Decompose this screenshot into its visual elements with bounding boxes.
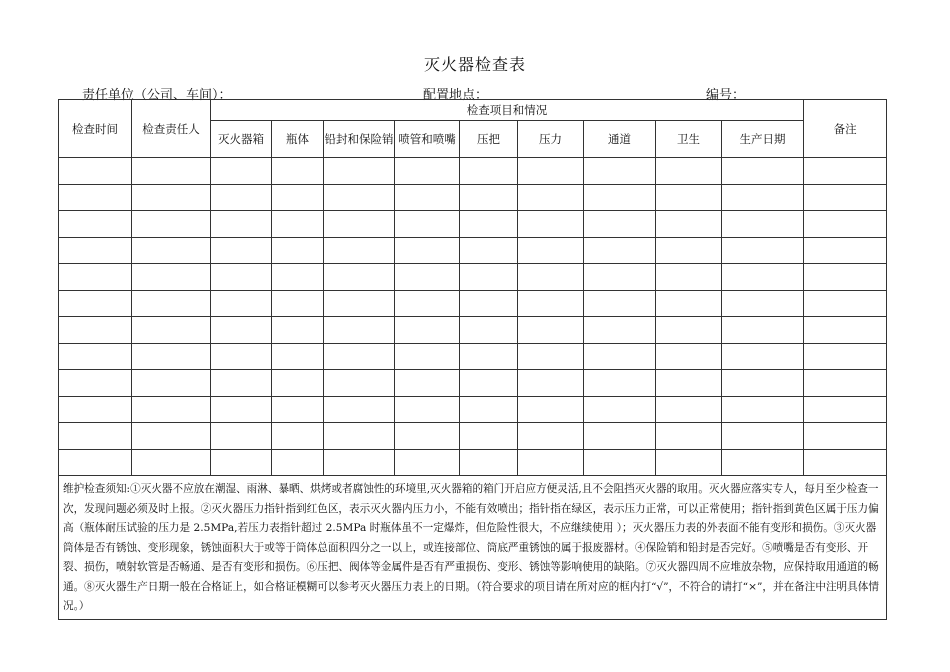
table-cell[interactable] [272, 317, 324, 344]
table-cell[interactable] [804, 423, 887, 450]
table-cell[interactable] [804, 264, 887, 291]
table-cell[interactable] [584, 264, 656, 291]
table-row [59, 423, 887, 450]
table-cell[interactable] [395, 184, 460, 211]
table-cell[interactable] [804, 343, 887, 370]
table-cell[interactable] [722, 211, 804, 238]
table-cell[interactable] [722, 184, 804, 211]
table-cell[interactable] [722, 264, 804, 291]
table-cell[interactable] [518, 237, 584, 264]
table-cell[interactable] [804, 370, 887, 397]
table-cell[interactable] [272, 264, 324, 291]
table-cell[interactable] [656, 343, 722, 370]
table-cell[interactable] [272, 184, 324, 211]
table-cell[interactable] [59, 211, 132, 238]
table-row [59, 184, 887, 211]
table-cell[interactable] [460, 317, 518, 344]
table-cell[interactable] [460, 158, 518, 185]
table-cell[interactable] [395, 370, 460, 397]
table-cell[interactable] [132, 184, 211, 211]
table-cell[interactable] [211, 237, 272, 264]
table-cell[interactable] [460, 370, 518, 397]
table-cell[interactable] [211, 184, 272, 211]
table-cell[interactable] [518, 449, 584, 476]
table-cell[interactable] [272, 449, 324, 476]
table-cell[interactable] [59, 449, 132, 476]
table-cell[interactable] [324, 317, 395, 344]
maintenance-notes: 维护检查须知:①灭火器不应放在潮湿、雨淋、暴晒、烘烤或者腐蚀性的环境里,灭火器箱的箱门开启应方便灵活,且不会阻挡灭火器的取用。灭火器应落实专人，每月至少检查一次，发现问题必须及时上报。②灭火器压力指针指到红色区，表示灭火器内压力小，不能有效喷出；指针指在绿区，表示压力正常，可以正常使用；指针指到黄色区属于压力偏高（瓶体耐压试验的压力是 2.5MPa,若压力表指针超过 2.5MPa 时瓶体虽不一定爆炸，但危险性很大，不应继续使用 ）；灭火器压力表的外表面不能有变形和损伤。③灭火器筒体是否有锈蚀、变形现象，锈蚀面积大于或等于筒体总面积四分之一以上，或连接部位、筒底严重锈蚀的属于报废器材。④保险销和铅封是否完好。⑤喷嘴是否有变形、开裂、损伤，喷射软管是否畅通、是否有变形和损伤。⑥压把、阀体等金属件是否有严重损伤、变形、锈蚀等影响使用的缺陷。⑦灭火器四周不应堆放杂物，应保持取用通道的畅通。⑧灭火器生产日期一般在合格证上，如合格证模糊可以参考灭火器压力表上的日期。（符合要求的项目请在所对应的框内打“√”，不符合的请打“×”，并在备注中注明具体情况。） [59, 476, 887, 620]
table-row [59, 211, 887, 238]
table-cell[interactable] [656, 264, 722, 291]
table-cell[interactable] [804, 184, 887, 211]
table-row [59, 396, 887, 423]
table-cell[interactable] [59, 237, 132, 264]
table-cell[interactable] [324, 184, 395, 211]
table-cell[interactable] [460, 449, 518, 476]
table-cell[interactable] [584, 184, 656, 211]
table-cell[interactable] [460, 290, 518, 317]
table-cell[interactable] [804, 158, 887, 185]
table-cell[interactable] [211, 343, 272, 370]
header-extinguisher-box: 灭火器箱 [211, 121, 272, 158]
responsible-unit-label: 责任单位（公司、车间）： [82, 88, 232, 103]
table-cell[interactable] [804, 211, 887, 238]
table-cell[interactable] [722, 290, 804, 317]
table-cell[interactable] [211, 264, 272, 291]
table-row [59, 237, 887, 264]
table-cell[interactable] [804, 290, 887, 317]
table-cell[interactable] [584, 211, 656, 238]
table-cell[interactable] [460, 184, 518, 211]
table-cell[interactable] [656, 370, 722, 397]
table-cell[interactable] [656, 396, 722, 423]
table-cell[interactable] [59, 343, 132, 370]
table-cell[interactable] [804, 317, 887, 344]
table-cell[interactable] [272, 211, 324, 238]
table-row [59, 158, 887, 185]
page-title: 灭火器检查表 [423, 55, 526, 74]
table-cell[interactable] [211, 423, 272, 450]
table-cell[interactable] [211, 158, 272, 185]
serial-number-label: 编号： [706, 88, 746, 103]
table-cell[interactable] [584, 449, 656, 476]
table-cell[interactable] [395, 423, 460, 450]
table-cell[interactable] [395, 211, 460, 238]
table-cell[interactable] [272, 158, 324, 185]
table-cell[interactable] [584, 317, 656, 344]
table-cell[interactable] [132, 423, 211, 450]
table-cell[interactable] [460, 264, 518, 291]
location-label: 配置地点： [423, 88, 489, 103]
table-cell[interactable] [656, 423, 722, 450]
table-cell[interactable] [460, 237, 518, 264]
table-cell[interactable] [460, 423, 518, 450]
table-cell[interactable] [584, 396, 656, 423]
table-cell[interactable] [584, 423, 656, 450]
table-cell[interactable] [460, 211, 518, 238]
table-cell[interactable] [132, 237, 211, 264]
table-cell[interactable] [272, 423, 324, 450]
table-cell[interactable] [584, 290, 656, 317]
table-cell[interactable] [324, 396, 395, 423]
table-cell[interactable] [656, 211, 722, 238]
table-cell[interactable] [656, 317, 722, 344]
table-cell[interactable] [324, 237, 395, 264]
table-cell[interactable] [460, 396, 518, 423]
table-cell[interactable] [324, 290, 395, 317]
table-cell[interactable] [584, 370, 656, 397]
header-cylinder: 瓶体 [272, 121, 324, 158]
table-cell[interactable] [324, 264, 395, 291]
table-cell[interactable] [132, 370, 211, 397]
table-cell[interactable] [132, 211, 211, 238]
table-cell[interactable] [211, 449, 272, 476]
table-cell[interactable] [324, 211, 395, 238]
table-cell[interactable] [804, 396, 887, 423]
table-cell[interactable] [722, 237, 804, 264]
table-cell[interactable] [211, 290, 272, 317]
table-cell[interactable] [272, 343, 324, 370]
table-row [59, 343, 887, 370]
table-cell[interactable] [722, 396, 804, 423]
table-cell[interactable] [804, 237, 887, 264]
table-cell[interactable] [59, 290, 132, 317]
table-cell[interactable] [59, 317, 132, 344]
table-cell[interactable] [59, 264, 132, 291]
table-cell[interactable] [132, 343, 211, 370]
table-cell[interactable] [132, 317, 211, 344]
table-cell[interactable] [518, 317, 584, 344]
table-cell[interactable] [518, 158, 584, 185]
table-cell[interactable] [211, 211, 272, 238]
table-cell[interactable] [722, 449, 804, 476]
table-cell[interactable] [584, 237, 656, 264]
header-seal-and-pin: 铅封和保险销 [324, 121, 395, 158]
table-cell[interactable] [584, 158, 656, 185]
table-cell[interactable] [132, 290, 211, 317]
table-cell[interactable] [395, 237, 460, 264]
table-cell[interactable] [324, 158, 395, 185]
table-cell[interactable] [132, 449, 211, 476]
table-cell[interactable] [804, 449, 887, 476]
table-cell[interactable] [272, 396, 324, 423]
table-cell[interactable] [395, 290, 460, 317]
table-cell[interactable] [722, 343, 804, 370]
table-cell[interactable] [324, 370, 395, 397]
header-check-items-group: 检查项目和情况 [211, 100, 804, 121]
table-cell[interactable] [132, 396, 211, 423]
table-cell[interactable] [59, 184, 132, 211]
table-cell[interactable] [395, 264, 460, 291]
table-cell[interactable] [722, 158, 804, 185]
table-cell[interactable] [518, 184, 584, 211]
inspection-table [58, 99, 887, 620]
header-check-time: 检查时间 [59, 100, 132, 158]
table-cell[interactable] [395, 396, 460, 423]
table-cell[interactable] [395, 343, 460, 370]
header-passage: 通道 [584, 121, 656, 158]
table-cell[interactable] [518, 396, 584, 423]
table-cell[interactable] [272, 370, 324, 397]
table-cell[interactable] [584, 343, 656, 370]
header-pressure: 压力 [518, 121, 584, 158]
header-hygiene: 卫生 [656, 121, 722, 158]
table-cell[interactable] [722, 317, 804, 344]
table-cell[interactable] [59, 370, 132, 397]
table-row [59, 290, 887, 317]
header-responsible-person: 检查责任人 [132, 100, 211, 158]
table-cell[interactable] [211, 370, 272, 397]
table-cell[interactable] [656, 290, 722, 317]
table-cell[interactable] [518, 211, 584, 238]
header-remarks: 备注 [804, 100, 887, 158]
table-cell[interactable] [272, 290, 324, 317]
table-cell[interactable] [324, 423, 395, 450]
table-cell[interactable] [722, 423, 804, 450]
table-cell[interactable] [324, 449, 395, 476]
table-cell[interactable] [395, 158, 460, 185]
table-cell[interactable] [722, 370, 804, 397]
table-cell[interactable] [59, 396, 132, 423]
table-cell[interactable] [518, 343, 584, 370]
table-cell[interactable] [656, 237, 722, 264]
table-cell[interactable] [272, 237, 324, 264]
table-row [59, 264, 887, 291]
table-row [59, 370, 887, 397]
table-cell[interactable] [211, 396, 272, 423]
header-nozzle: 喷管和喷嘴 [395, 121, 460, 158]
table-cell[interactable] [211, 317, 272, 344]
table-cell[interactable] [518, 423, 584, 450]
header-handle: 压把 [460, 121, 518, 158]
table-cell[interactable] [324, 343, 395, 370]
table-cell[interactable] [656, 184, 722, 211]
table-cell[interactable] [59, 423, 132, 450]
table-cell[interactable] [132, 264, 211, 291]
header-production-date: 生产日期 [722, 121, 804, 158]
table-cell[interactable] [395, 449, 460, 476]
table-cell[interactable] [395, 317, 460, 344]
table-cell[interactable] [59, 158, 132, 185]
table-cell[interactable] [132, 158, 211, 185]
table-cell[interactable] [518, 370, 584, 397]
table-cell[interactable] [518, 264, 584, 291]
table-cell[interactable] [460, 343, 518, 370]
table-cell[interactable] [518, 290, 584, 317]
table-cell[interactable] [656, 158, 722, 185]
table-row [59, 317, 887, 344]
table-cell[interactable] [656, 449, 722, 476]
table-row [59, 449, 887, 476]
